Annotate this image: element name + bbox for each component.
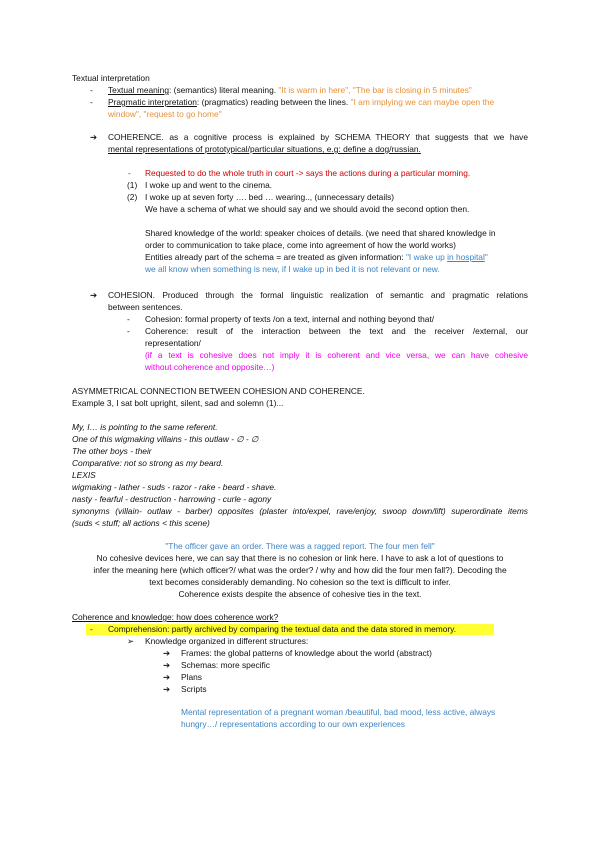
shared-knowledge-2: order to communication to take place, come into agreement of how the world works) — [145, 240, 456, 250]
sub-marker: - — [127, 314, 130, 324]
comprehension-highlight — [86, 624, 494, 635]
highlight-marker: - — [90, 624, 93, 634]
coherence-definition-2: representation/ — [145, 338, 201, 348]
shared-knowledge-1: Shared knowledge of the world: speaker choices of details. (we need that shared knowledge in — [145, 228, 496, 238]
knowledge-heading: Coherence and knowledge: how does coherence work? — [72, 612, 279, 622]
lexis-label: LEXIS — [72, 470, 96, 480]
centered-line: No cohesive devices here, we can say that there is no cohesion or link here. I have to ask a lot of questions to — [96, 553, 504, 563]
number-1: (1) — [127, 180, 138, 190]
knowledge-item: Scripts — [181, 684, 207, 694]
cohesion-line-1: COHESION. Produced through the formal linguistic realization of semantic and pragmatic relations — [108, 290, 528, 300]
synonyms-line-1: synonyms (villain- outlaw - barber) opposites (plaster into/expel, rave/enjoy, swoop down/lift) superordinate items — [72, 506, 528, 516]
comprehension-text: Comprehension: partly archived by comparing the textual data and the data stored in memory. — [108, 624, 457, 634]
arrow-icon: ➔ — [163, 660, 171, 670]
entities-line — [145, 252, 488, 263]
italic-line: My, I… is pointing to the same referent. — [72, 422, 218, 432]
arrow-icon: ➔ — [90, 132, 98, 142]
centered-line: text becomes considerably demanding. No cohesion so the text is difficult to infer. — [149, 577, 451, 587]
cohesion-line-2: between sentences. — [108, 302, 183, 312]
textual-meaning-term: Textual meaning — [108, 85, 169, 95]
officer-quote: "The officer gave an order. There was a ragged report. The four men fell" — [165, 541, 435, 551]
italic-line: One of this wigmaking villains - this outlaw - ∅ - ∅ — [72, 434, 259, 444]
sub-marker: - — [127, 326, 130, 336]
italic-line: Comparative: not so strong as my beard. — [72, 458, 224, 468]
asym-example: Example 3, I sat bolt upright, silent, sad and solemn (1)... — [72, 398, 284, 408]
pragmatic-line — [108, 97, 494, 108]
entities-quote-end: " — [484, 252, 488, 262]
italic-line: wigmaking - lather - suds - razor - rake - beard - shave. — [72, 482, 277, 492]
court-example: Requested to do the whole truth in court -> says the actions during a particular morning. — [145, 168, 471, 178]
page-title: Textual interpretation — [72, 73, 150, 83]
knowledge-item: Plans — [181, 672, 202, 682]
bullet-marker: - — [90, 85, 93, 95]
arrow-icon: ➔ — [90, 290, 98, 300]
hospital-link[interactable]: in hospital — [447, 252, 485, 262]
centered-line: Coherence exists despite the absence of cohesive ties in the text. — [178, 589, 422, 599]
entities-quote-start: "I wake up — [405, 252, 448, 262]
centered-line: infer the meaning here (which officer?/ what was the order? / why and how did the four men fall?). Decoding the — [93, 565, 507, 575]
coherence-line-1: COHERENCE. as a cognitive process is explained by SCHEMA THEORY that suggests that we have — [108, 132, 528, 142]
pragmatic-example-cont: window", "request to go home" — [108, 109, 222, 119]
knowledge-item: Schemas: more specific — [181, 660, 270, 670]
entities-text: Entities already part of the schema = are treated as given information: — [145, 252, 406, 262]
number-2: (2) — [127, 192, 138, 202]
example-1: I woke up and went to the cinema. — [145, 180, 273, 190]
asym-heading: ASYMMETRICAL CONNECTION BETWEEN COHESION AND COHERENCE. — [72, 386, 365, 396]
pink-note-2: without coherence and opposite…) — [145, 362, 275, 372]
coherence-definition: Coherence: result of the interaction between the text and the receiver /external, our — [145, 326, 528, 336]
synonyms-line-2: (suds < stuff; all actions < this scene) — [72, 518, 210, 528]
arrow-icon: ➔ — [163, 648, 171, 658]
italic-line: nasty - fearful - destruction - harrowing - curle - agony — [72, 494, 272, 504]
italic-line: The other boys - their — [72, 446, 152, 456]
textual-meaning-line — [108, 85, 472, 96]
mental-rep-1: Mental representation of a pregnant woman /beautiful, bad mood, less active, always — [181, 707, 496, 717]
knowledge-organized: Knowledge organized in different structures: — [145, 636, 309, 646]
textual-meaning-example: "It is warm in here", "The bar is closing in 5 minutes" — [278, 85, 472, 95]
pragmatic-term: Pragmatic interpretation — [108, 97, 197, 107]
pink-note-1: (if a text is cohesive does not imply it is coherent and vice versa, we can have cohesive — [145, 350, 528, 360]
cohesion-definition: Cohesion: formal property of texts /on a text, internal and nothing beyond that/ — [145, 314, 435, 324]
knowledge-item: Frames: the global patterns of knowledge about the world (abstract) — [181, 648, 432, 658]
pragmatic-example: "I am implying we can maybe open the — [350, 97, 495, 107]
arrow-icon: ➔ — [163, 672, 171, 682]
red-marker: - — [128, 168, 131, 178]
coherence-line-2: mental representations of prototypical/particular situations, e.g: define a dog/russian. — [108, 144, 421, 154]
arrowhead-icon: ➢ — [127, 636, 135, 646]
arrow-icon: ➔ — [163, 684, 171, 694]
entities-line-2: we all know when something is new, if I wake up in bed it is not relevant or new. — [145, 264, 440, 274]
bullet-marker: - — [90, 97, 93, 107]
example-2: I woke up at seven forty …. bed … wearing.., (unnecessary details) — [145, 192, 395, 202]
mental-rep-2: hungry…/ representations according to our own experiences — [181, 719, 405, 729]
pragmatic-text: : (pragmatics) reading between the lines. — [196, 97, 351, 107]
schema-line: We have a schema of what we should say and we should avoid the second option then. — [145, 204, 470, 214]
textual-meaning-text: : (semantics) literal meaning. — [169, 85, 279, 95]
